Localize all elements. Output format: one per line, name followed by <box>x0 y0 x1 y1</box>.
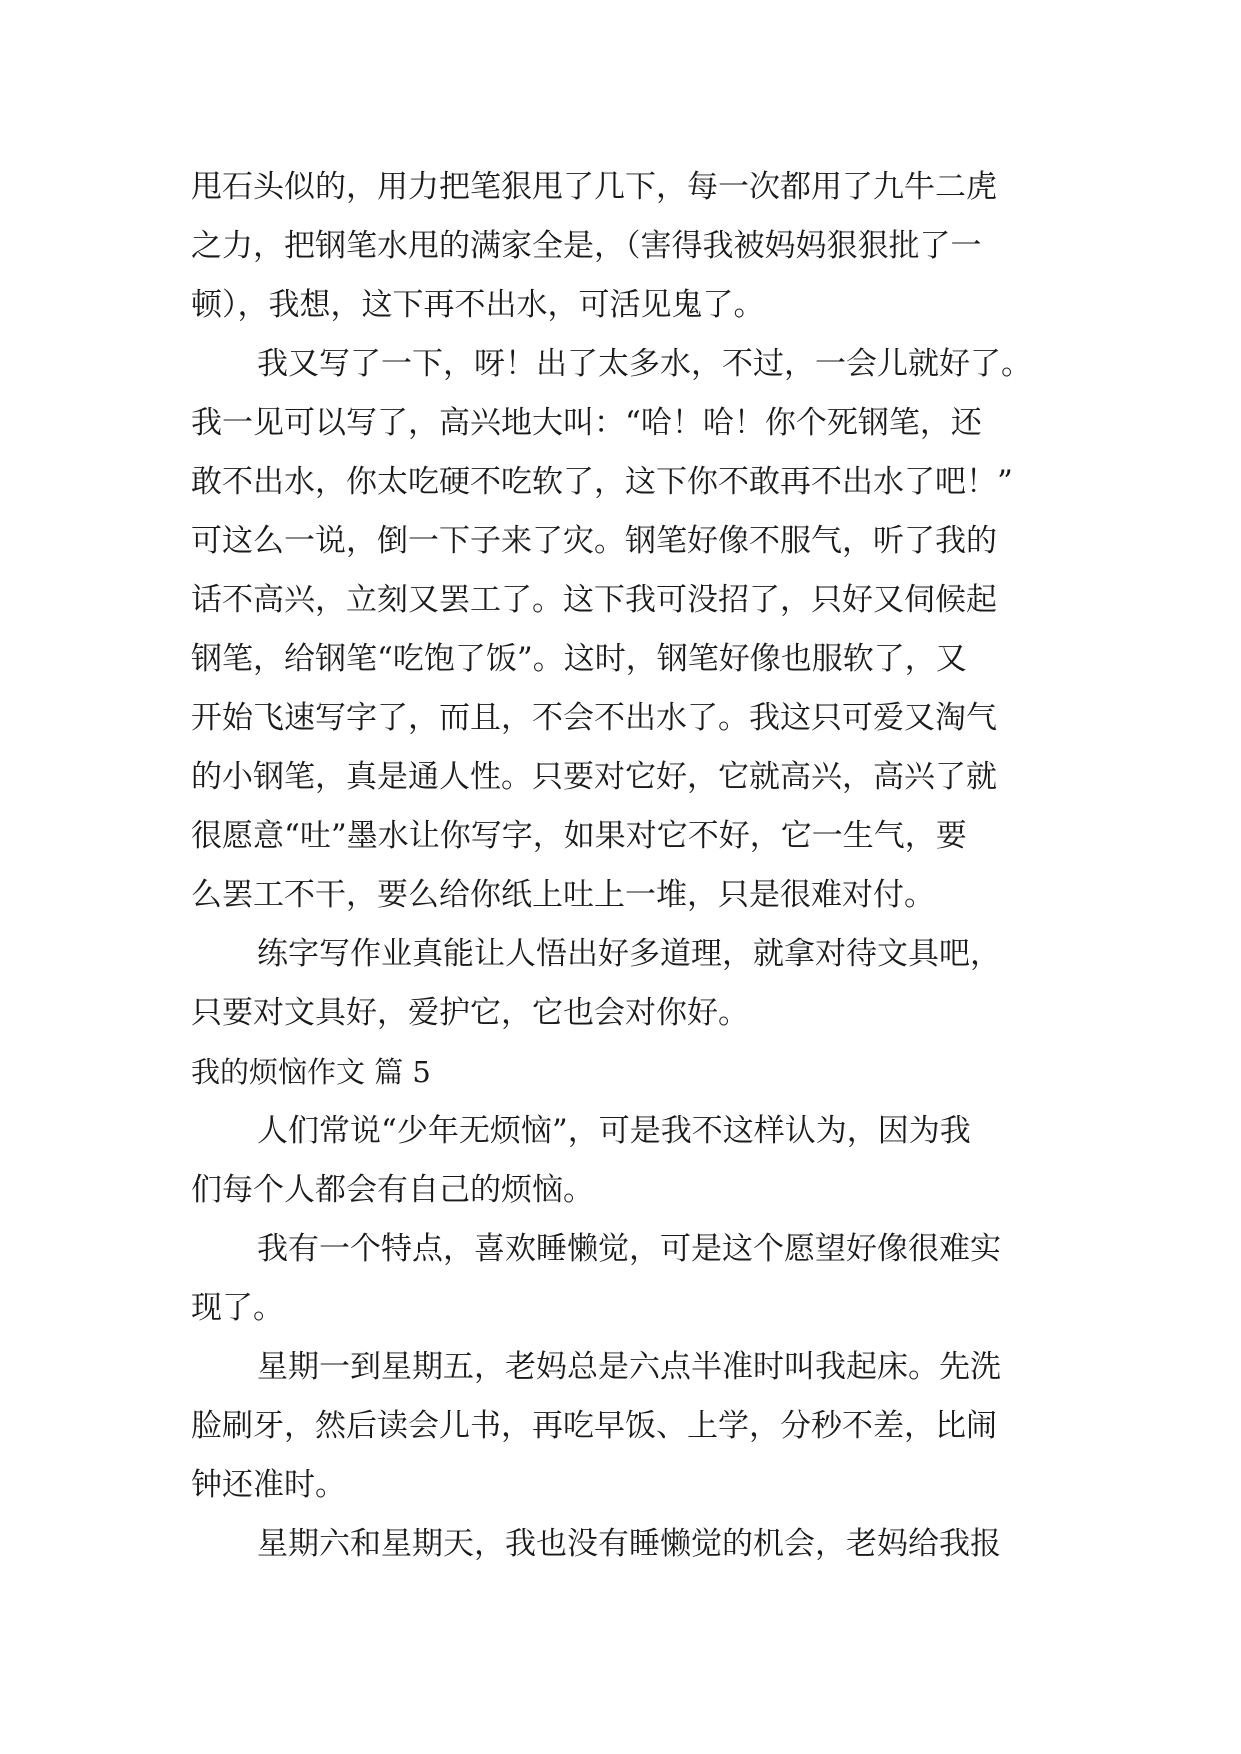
text-line: 只要对文具好，爱护它，它也会对你好。 <box>191 995 749 1031</box>
paragraph-start: 星期六和星期天，我也没有睡懒觉的机会，老妈给我报 <box>257 1526 1001 1562</box>
text-line: 钢笔，给钢笔“吃饱了饭”。这时，钢笔好像也服软了，又 <box>191 641 967 677</box>
text-line: 顿），我想，这下再不出水，可活见鬼了。 <box>191 287 765 323</box>
text-line: 现了。 <box>191 1290 284 1326</box>
text-line: 开始飞速写字了，而且，不会不出水了。我这只可爱又淘气 <box>191 700 997 736</box>
document-body <box>191 158 1051 1574</box>
paragraph-start: 星期一到星期五，老妈总是六点半准时叫我起床。先洗 <box>257 1349 1001 1385</box>
text-line: 们每个人都会有自己的烦恼。 <box>191 1172 594 1208</box>
text-line: 可这么一说，倒一下子来了灾。钢笔好像不服气，听了我的 <box>191 523 997 559</box>
text-line: 很愿意“吐”墨水让你写字，如果对它不好，它一生气，要 <box>191 818 967 854</box>
text-line: 我一见可以写了，高兴地大叫：“哈！哈！你个死钢笔，还 <box>191 405 982 441</box>
text-line: 话不高兴，立刻又罢工了。这下我可没招了，只好又伺候起 <box>191 582 997 618</box>
text-line: 么罢工不干，要么给你纸上吐上一堆，只是很难对付。 <box>191 877 935 913</box>
text-line: 甩石头似的，用力把笔狠甩了几下，每一次都用了九牛二虎 <box>191 169 997 205</box>
text-line: 钟还准时。 <box>191 1467 346 1503</box>
paragraph-start: 我有一个特点，喜欢睡懒觉，可是这个愿望好像很难实 <box>257 1231 1001 1267</box>
text-line: 之力，把钢笔水甩的满家全是，（害得我被妈妈狠狠批了一 <box>191 228 982 264</box>
text-line: 敢不出水，你太吃硬不吃软了，这下你不敢再不出水了吧！” <box>191 464 1013 500</box>
paragraph-start: 人们常说“少年无烦恼”，可是我不这样认为，因为我 <box>257 1113 971 1149</box>
paragraph-start: 我又写了一下，呀！出了太多水，不过，一会儿就好了。 <box>257 346 1032 382</box>
paragraph-start: 练字写作业真能让人悟出好多道理，就拿对待文具吧， <box>257 936 1001 972</box>
text-line: 脸刷牙，然后读会儿书，再吃早饭、上学，分秒不差，比闹 <box>191 1408 997 1444</box>
text-line: 的小钢笔，真是通人性。只要对它好，它就高兴，高兴了就 <box>191 759 997 795</box>
section-heading: 我的烦恼作文 篇 5 <box>191 1055 431 1089</box>
